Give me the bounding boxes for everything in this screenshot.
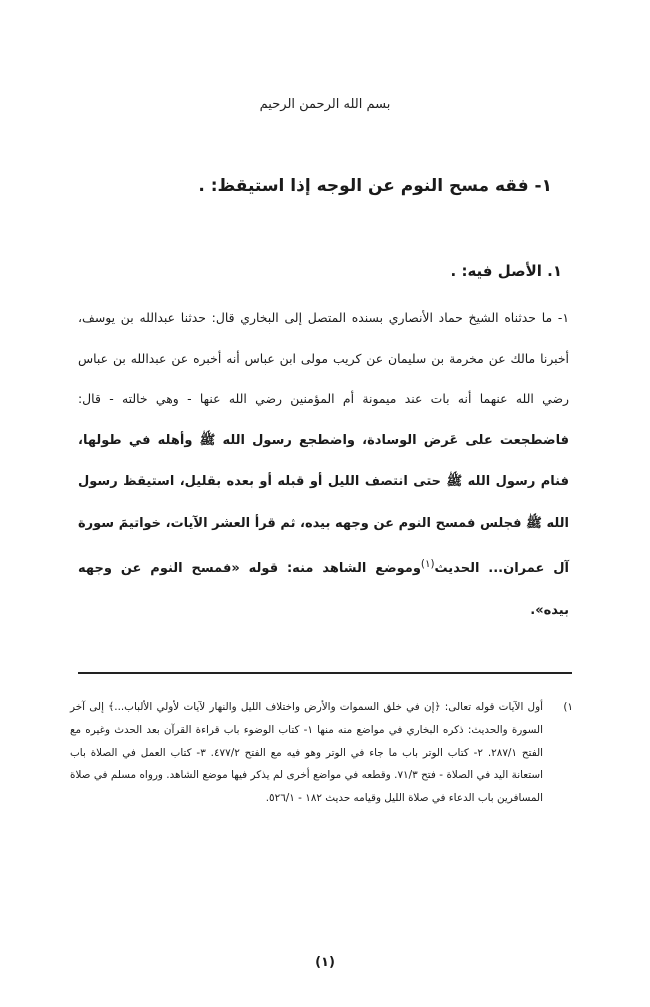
page-number: (١) [315,955,335,970]
main-paragraph [78,298,569,631]
footnote-block [70,696,573,810]
witness-text: وموضع الشاهد منه: قوله «فمسح النوم عن وجهه بيده». [78,561,569,618]
basmala: بسم الله الرحمن الرحيم [259,97,391,112]
footnote-text: أول الآيات قوله تعالى: ﴿إن في خلق السموات والأرض واختلاف الليل والنهار لآيات لأولي الألباب...﴾ إلى آخر السورة والحديث: ذكره البخاري في مواضع منه منها ١- كتاب الوضوء باب قراءة القرآن بعد الحدث وغيره مع الفتح ٢٨٧/١. ٢- كتاب الوتر باب ما جاء في الوتر وهو فيه مع الفتح ٤٧٧/٢. ٣- كتاب العمل في الصلاة باب استعانة اليد في الصلاة - فتح ٧١/٣. وقطعه في مواضع أخرى لم يذكر فيها موضع الشاهد. ورواه مسلم في صلاة المسافرين باب الدعاء في صلاة الليل وقيامه حديث ١٨٢ - ٥٢٦/١. [70,701,544,805]
section-heading: ١- فقه مسح النوم عن الوجه إذا استيقظ: . [198,176,552,196]
footnote-marker: ١) [563,701,573,713]
subsection-heading: ١. الأصل فيه: . [450,262,562,280]
footnote-separator [78,672,572,674]
footnote-reference[interactable]: (١) [420,558,435,570]
hadith-text: فاضطجعت على عَرض الوسادة، واضطجع رسول الله ﷺ وأهله في طولها، فنام رسول الله ﷺ حتى انتصف الليل أو قبله أو بعده بقليل، استيقظ رسول الله ﷺ فجلس فمسح النوم عن وجهه بيده، ثم قرأ العشر الآيات، خواتيمَ سورة آل عمران... الحديث [78,432,569,577]
paragraph-intro: ١- ما حدثناه الشيخ حماد الأنصاري بسنده المتصل إلى البخاري قال: حدثنا عبدالله بن يوسف، أخبرنا مالك عن مخرمة بن سليمان عن كريب مولى ابن عباس أنه أخبره عن عبدالله بن عباس رضي الله عنهما أنه بات عند ميمونة أم المؤمنين رضي الله عنها - وهي خالته - قال: [78,310,569,406]
